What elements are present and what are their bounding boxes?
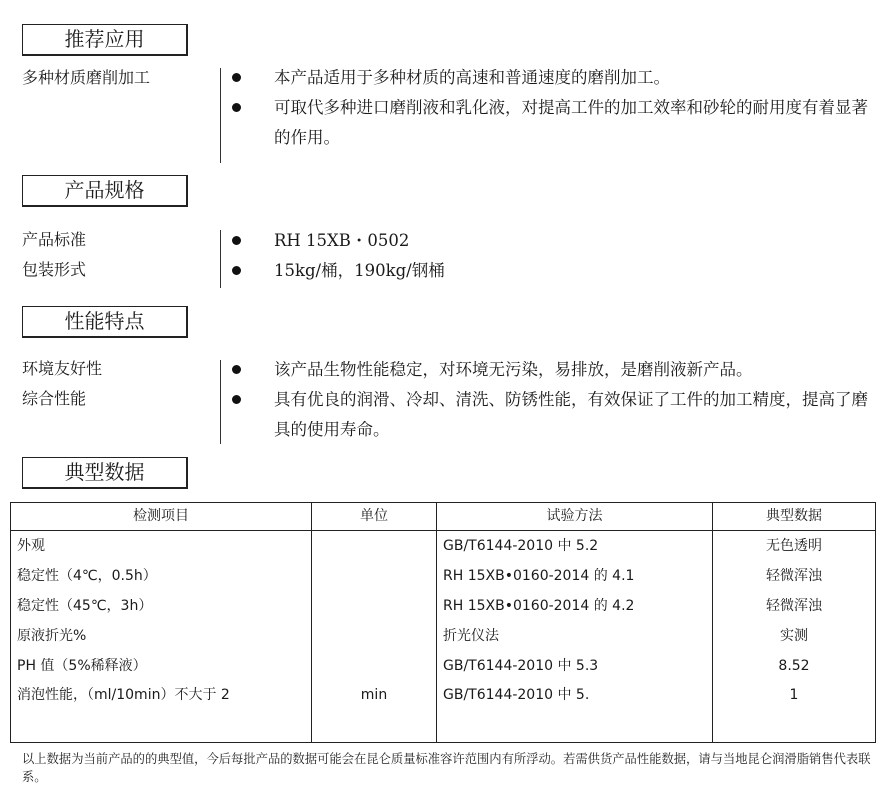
cell-method: GB/T6144-2010 中 5.2: [437, 531, 713, 562]
table-row: [11, 561, 876, 591]
col-header-item: 检测项目: [11, 503, 312, 531]
cell-unit: [312, 561, 437, 591]
divider-features: [220, 360, 221, 444]
bullets-apply: [232, 63, 868, 153]
cell-value: 1: [713, 682, 876, 743]
bullet-dot-icon: [232, 103, 241, 112]
cell-method: 折光仪法: [437, 621, 713, 651]
cell-item: 消泡性能，（ml/10min）不大于 2: [11, 682, 312, 743]
typical-data-table: [10, 502, 876, 743]
bullets-features: [232, 355, 868, 445]
cell-method: GB/T6144-2010 中 5.3: [437, 652, 713, 682]
bullet-dot-icon: [232, 395, 241, 404]
table-row: [11, 531, 876, 562]
cell-unit: min: [312, 682, 437, 743]
cell-value: 轻微浑浊: [713, 591, 876, 621]
cell-value: 轻微浑浊: [713, 561, 876, 591]
cell-item: 外观: [11, 531, 312, 562]
cell-method: GB/T6144-2010 中 5.: [437, 682, 713, 743]
bullet-dot-icon: [232, 73, 241, 82]
cell-value: 8.52: [713, 652, 876, 682]
bullet-item: 15kg/桶，190kg/钢桶: [232, 256, 868, 286]
section-title-features: 性能特点: [22, 306, 188, 338]
table-row: [11, 591, 876, 621]
label-features-1: 综合性能: [22, 389, 87, 408]
footnote: 以上数据为当前产品的的典型值，今后每批产品的数据可能会在昆仑质量标准容许范围内有所浮动。若需供货产品性能数据，请与当地昆仑润滑脂销售代表联系。: [22, 752, 871, 784]
section-title-typical: 典型数据: [22, 457, 188, 489]
bullet-dot-icon: [232, 236, 241, 245]
bullet-item: RH 15XB・0502: [232, 226, 868, 256]
bullet-item: 具有优良的润滑、冷却、清洗、防锈性能，有效保证了工件的加工精度，提高了磨具的使用寿命。: [232, 385, 868, 445]
bullet-item: 可取代多种进口磨削液和乳化液，对提高工件的加工效率和砂轮的耐用度有着显著的作用。: [232, 93, 868, 153]
cell-item: 稳定性（4℃，0.5h）: [11, 561, 312, 591]
bullet-dot-icon: [232, 365, 241, 374]
bullet-item: 本产品适用于多种材质的高速和普通速度的磨削加工。: [232, 63, 868, 93]
cell-item: PH 值（5%稀释液）: [11, 652, 312, 682]
label-apply-0: 多种材质磨削加工: [22, 68, 151, 87]
table-header-row: [11, 503, 876, 531]
cell-item: 稳定性（45℃，3h）: [11, 591, 312, 621]
bullet-item: 该产品生物性能稳定，对环境无污染，易排放，是磨削液新产品。: [232, 355, 868, 385]
bullets-spec: [232, 226, 868, 286]
cell-unit: [312, 591, 437, 621]
cell-unit: [312, 621, 437, 651]
table-row: [11, 621, 876, 651]
cell-value: 无色透明: [713, 531, 876, 562]
section-title-spec: 产品规格: [22, 175, 188, 207]
divider-apply: [220, 68, 221, 163]
col-header-method: 试验方法: [437, 503, 713, 531]
cell-value: 实测: [713, 621, 876, 651]
label-features-0: 环境友好性: [22, 359, 103, 378]
table-row: [11, 682, 876, 743]
cell-method: RH 15XB•0160-2014 的 4.2: [437, 591, 713, 621]
label-spec-0: 产品标准: [22, 230, 87, 249]
bullet-dot-icon: [232, 266, 241, 275]
col-header-unit: 单位: [312, 503, 437, 531]
col-header-value: 典型数据: [713, 503, 876, 531]
cell-unit: [312, 531, 437, 562]
cell-item: 原液折光%: [11, 621, 312, 651]
divider-spec: [220, 230, 221, 288]
cell-unit: [312, 652, 437, 682]
cell-method: RH 15XB•0160-2014 的 4.1: [437, 561, 713, 591]
section-title-apply: 推荐应用: [22, 24, 188, 56]
table-row: [11, 652, 876, 682]
label-spec-1: 包装形式: [22, 260, 87, 279]
